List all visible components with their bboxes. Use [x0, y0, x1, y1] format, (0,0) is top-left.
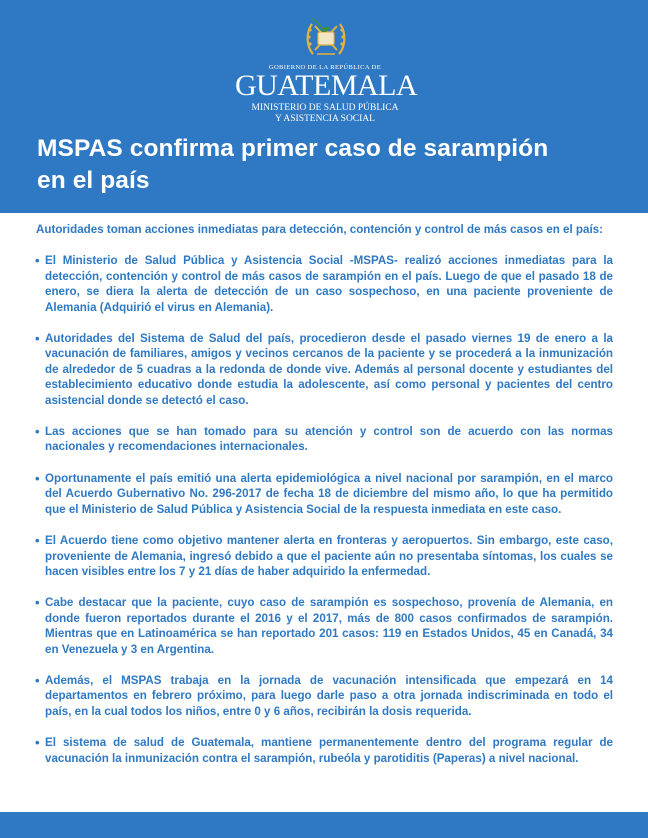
list-item: • El sistema de salud de Guatemala, mantiene permanentemente dentro del programa regular de vacunación la inmunización contra el sarampión, rubeóla y parotiditis (Paperas) a nivel nacional.: [36, 735, 613, 766]
footer-bar: [0, 812, 648, 838]
page-title-line1: MSPAS confirma primer caso de sarampión: [37, 135, 549, 162]
list-item: • Las acciones que se han tomado para su atención y control son de acuerdo con las normas nacionales y recomendaciones internacionales.: [36, 424, 613, 455]
list-item: • Además, el MSPAS trabaja en la jornada de vacunación intensificada que empezará en 14 departamentos en febrero próximo, para luego darle paso a otra jornada indiscriminada en todo el país, en la cual todos los niños, entre 0 y 6 años, recibirán la dosis requerida.: [36, 673, 613, 719]
article-body: [36, 222, 613, 782]
list-item: • Autoridades del Sistema de Salud del país, procedieron desde el pasado viernes 19 de enero a la vacunación de familiares, amigos y vecinos cercanos de la paciente y se procederá a la inmunización de alrededor de 5 cuadras a la redonda de donde vive. Además al personal docente y estudiantes del establecimiento educativo donde estudia la adolescente, así como personal y pacientes del centro asistencial donde se detectó el caso.: [36, 331, 613, 408]
page-title-line2: en el país: [37, 167, 150, 194]
header-banner: [0, 0, 648, 213]
government-logo: [235, 12, 418, 124]
list-item: • El Acuerdo tiene como objetivo mantener alerta en fronteras y aeropuertos. Sin embargo, este caso, proveniente de Alemania, ingresó debido a que el paciente aún no presentaba síntomas, los cuales se hacen visibles entre los 7 y 21 días de haber adquirido la enfermedad.: [36, 533, 613, 579]
ministry-name-line2: Y ASISTENCIA SOCIAL: [275, 114, 375, 124]
coat-of-arms-icon: [303, 14, 349, 60]
government-label: GOBIERNO DE LA REPÚBLICA DE: [268, 64, 382, 71]
page-title: [37, 133, 627, 197]
ministry-name-line1: MINISTERIO DE SALUD PÚBLICA: [251, 103, 399, 113]
list-item: • Oportunamente el país emitió una alerta epidemiológica a nivel nacional por sarampión, en el marco del Acuerdo Gubernativo No. 296-2017 de fecha 18 de diciembre del mismo año, lo que ha permitido que el Ministerio de Salud Pública y Asistencia Social de la respuesta inmediata en este caso.: [36, 471, 613, 517]
country-name: GUATEMALA: [235, 69, 418, 102]
list-item: • Cabe destacar que la paciente, cuyo caso de sarampión es sospechoso, provenía de Alemania, en donde fueron reportados durante el 2016 y el 2017, más de 800 casos confirmados de sarampión. Mientras que en Latinoamérica se han reportado 201 casos: 119 en Estados Unidos, 45 en Canadá, 34 en Venezuela y 3 en Argentina.: [36, 595, 613, 657]
list-item: • El Ministerio de Salud Pública y Asistencia Social -MSPAS- realizó acciones inmediatas para la detección, contención y control de más casos de sarampión en el país. Luego de que el pasado 18 de enero, se diera la alerta de detección de un caso sospechoso, en una paciente proveniente de Alemania (Adquirió el virus en Alemania).: [36, 253, 613, 315]
article-intro: Autoridades toman acciones inmediatas para detección, contención y control de más casos en el país:: [36, 223, 603, 236]
bullet-list: [36, 253, 613, 766]
